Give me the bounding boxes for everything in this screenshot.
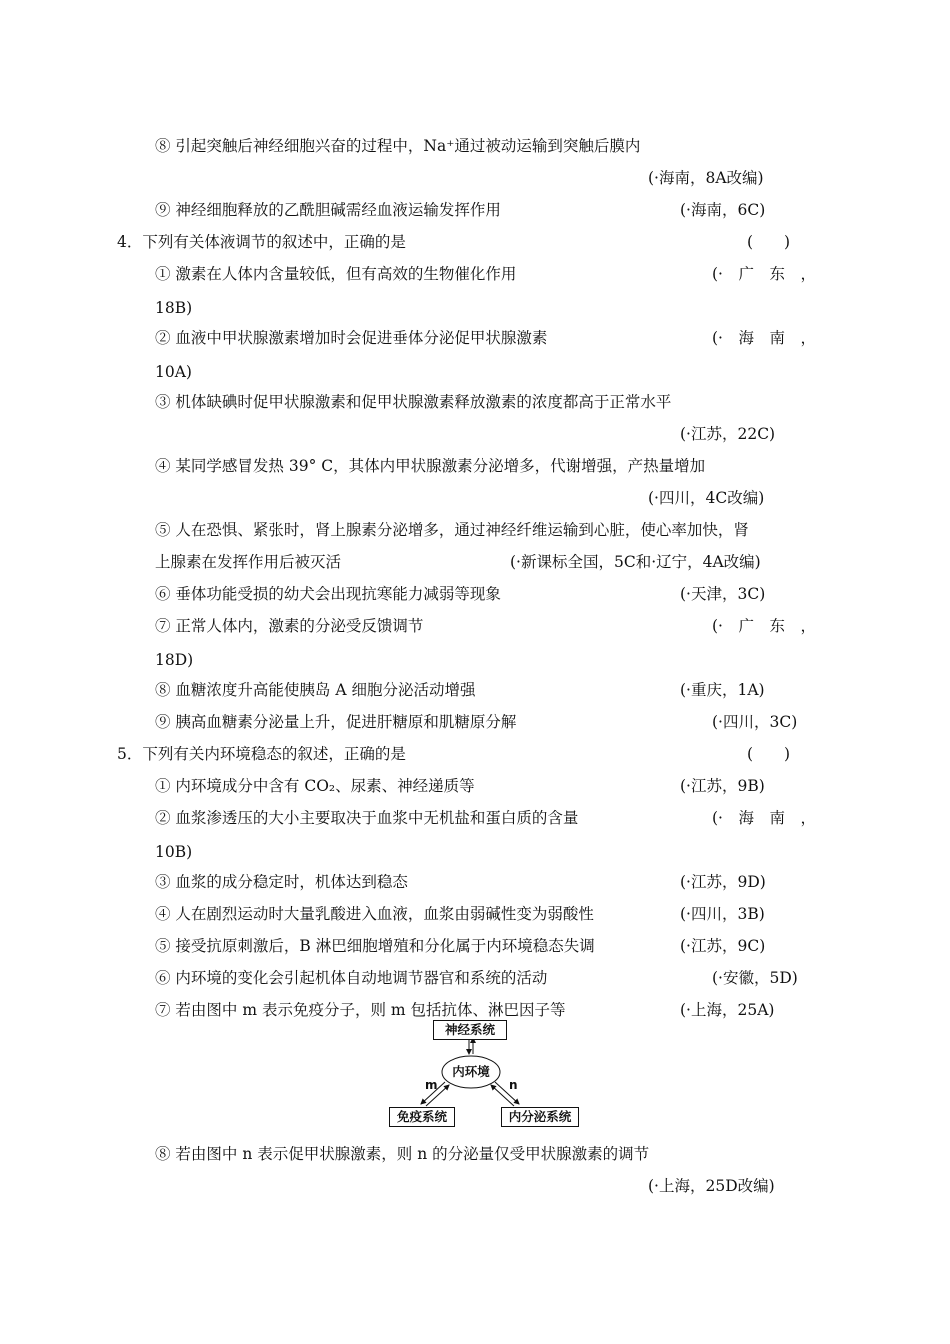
question-5: 5．下列有关内环境稳态的叙述，正确的是 [117, 745, 406, 763]
item-4-8: ⑧ 血糖浓度升高能使胰岛 A 细胞分泌活动增强 [155, 681, 476, 699]
source-4-6: (·天津，3C) [680, 585, 766, 603]
item-4-5: ⑤ 人在恐惧、紧张时，肾上腺素分泌增多，通过神经纤维运输到心脏，使心率加快，肾 [155, 521, 749, 539]
system-diagram [385, 1018, 585, 1130]
item-5-5: ⑤ 接受抗原刺激后，B 淋巴细胞增殖和分化属于内环境稳态失调 [155, 937, 595, 955]
source-4-7-cont: 18D) [155, 651, 194, 669]
item-5-2: ② 血浆渗透压的大小主要取决于血浆中无机盐和蛋白质的含量 [155, 809, 579, 827]
item-4-3: ③ 机体缺碘时促甲状腺激素和促甲状腺激素释放激素的浓度都高于正常水平 [155, 393, 672, 411]
source-5-2: (· 海 南 ， [712, 809, 816, 827]
label-m: m [425, 1078, 438, 1092]
source-5-8: (·上海，25D改编) [648, 1177, 775, 1195]
source-4-2-cont: 10A) [155, 363, 192, 381]
box-endocrine-system: 内分泌系统 [501, 1107, 579, 1127]
source-4-1: (· 广 东 ， [712, 265, 816, 283]
source-5-3: (·江苏，9D) [680, 873, 766, 891]
source-5-2-cont: 10B) [155, 843, 193, 861]
item-3-8: ⑧ 引起突触后神经细胞兴奋的过程中，Na⁺通过被动运输到突触后膜内 [155, 137, 641, 155]
question-4: 4．下列有关体液调节的叙述中，正确的是 [117, 233, 406, 251]
item-5-3: ③ 血浆的成分稳定时，机体达到稳态 [155, 873, 408, 891]
item-5-6: ⑥ 内环境的变化会引起机体自动地调节器官和系统的活动 [155, 969, 548, 987]
item-4-9: ⑨ 胰高血糖素分泌量上升，促进肝糖原和肌糖原分解 [155, 713, 517, 731]
item-5-1: ① 内环境成分中含有 CO₂、尿素、神经递质等 [155, 777, 475, 795]
item-4-1: ① 激素在人体内含量较低，但有高效的生物催化作用 [155, 265, 517, 283]
source-4-4: (·四川，4C改编) [648, 489, 765, 507]
source-4-2: (· 海 南 ， [712, 329, 816, 347]
item-4-6: ⑥ 垂体功能受损的幼犬会出现抗寒能力减弱等现象 [155, 585, 501, 603]
source-3-9: (·海南，6C) [680, 201, 766, 219]
center-label: 内环境 [452, 1064, 490, 1079]
item-4-4: ④ 某同学感冒发热 39° C，其体内甲状腺激素分泌增多，代谢增强，产热量增加 [155, 457, 706, 475]
item-3-9: ⑨ 神经细胞释放的乙酰胆碱需经血液运输发挥作用 [155, 201, 501, 219]
source-4-7: (· 广 东 ， [712, 617, 816, 635]
item-5-7: ⑦ 若由图中 m 表示免疫分子，则 m 包括抗体、淋巴因子等 [155, 1001, 566, 1019]
answer-blank-5: ( ) [747, 745, 791, 763]
source-5-1: (·江苏，9B) [680, 777, 765, 795]
label-n: n [509, 1078, 518, 1092]
source-4-3: (·江苏，22C) [680, 425, 776, 443]
source-5-7: (·上海，25A) [680, 1001, 775, 1019]
item-4-5-cont: 上腺素在发挥作用后被灭活 [155, 553, 342, 571]
box-nervous-system: 神经系统 [433, 1020, 507, 1040]
source-4-1-cont: 18B) [155, 299, 193, 317]
source-4-5: (·新课标全国，5C和·辽宁，4A改编) [510, 553, 761, 571]
source-5-5: (·江苏，9C) [680, 937, 766, 955]
source-5-4: (·四川，3B) [680, 905, 765, 923]
source-4-8: (·重庆，1A) [680, 681, 765, 699]
item-5-4: ④ 人在剧烈运动时大量乳酸进入血液，血浆由弱碱性变为弱酸性 [155, 905, 594, 923]
source-4-9: (·四川，3C) [712, 713, 798, 731]
source-3-8: (·海南，8A改编) [648, 169, 764, 187]
item-4-7: ⑦ 正常人体内，激素的分泌受反馈调节 [155, 617, 424, 635]
answer-blank-4: ( ) [747, 233, 791, 251]
item-5-8: ⑧ 若由图中 n 表示促甲状腺激素，则 n 的分泌量仅受甲状腺激素的调节 [155, 1145, 650, 1163]
item-4-2: ② 血液中甲状腺激素增加时会促进垂体分泌促甲状腺激素 [155, 329, 548, 347]
box-immune-system: 免疫系统 [389, 1107, 455, 1127]
source-5-6: (·安徽，5D) [712, 969, 798, 987]
